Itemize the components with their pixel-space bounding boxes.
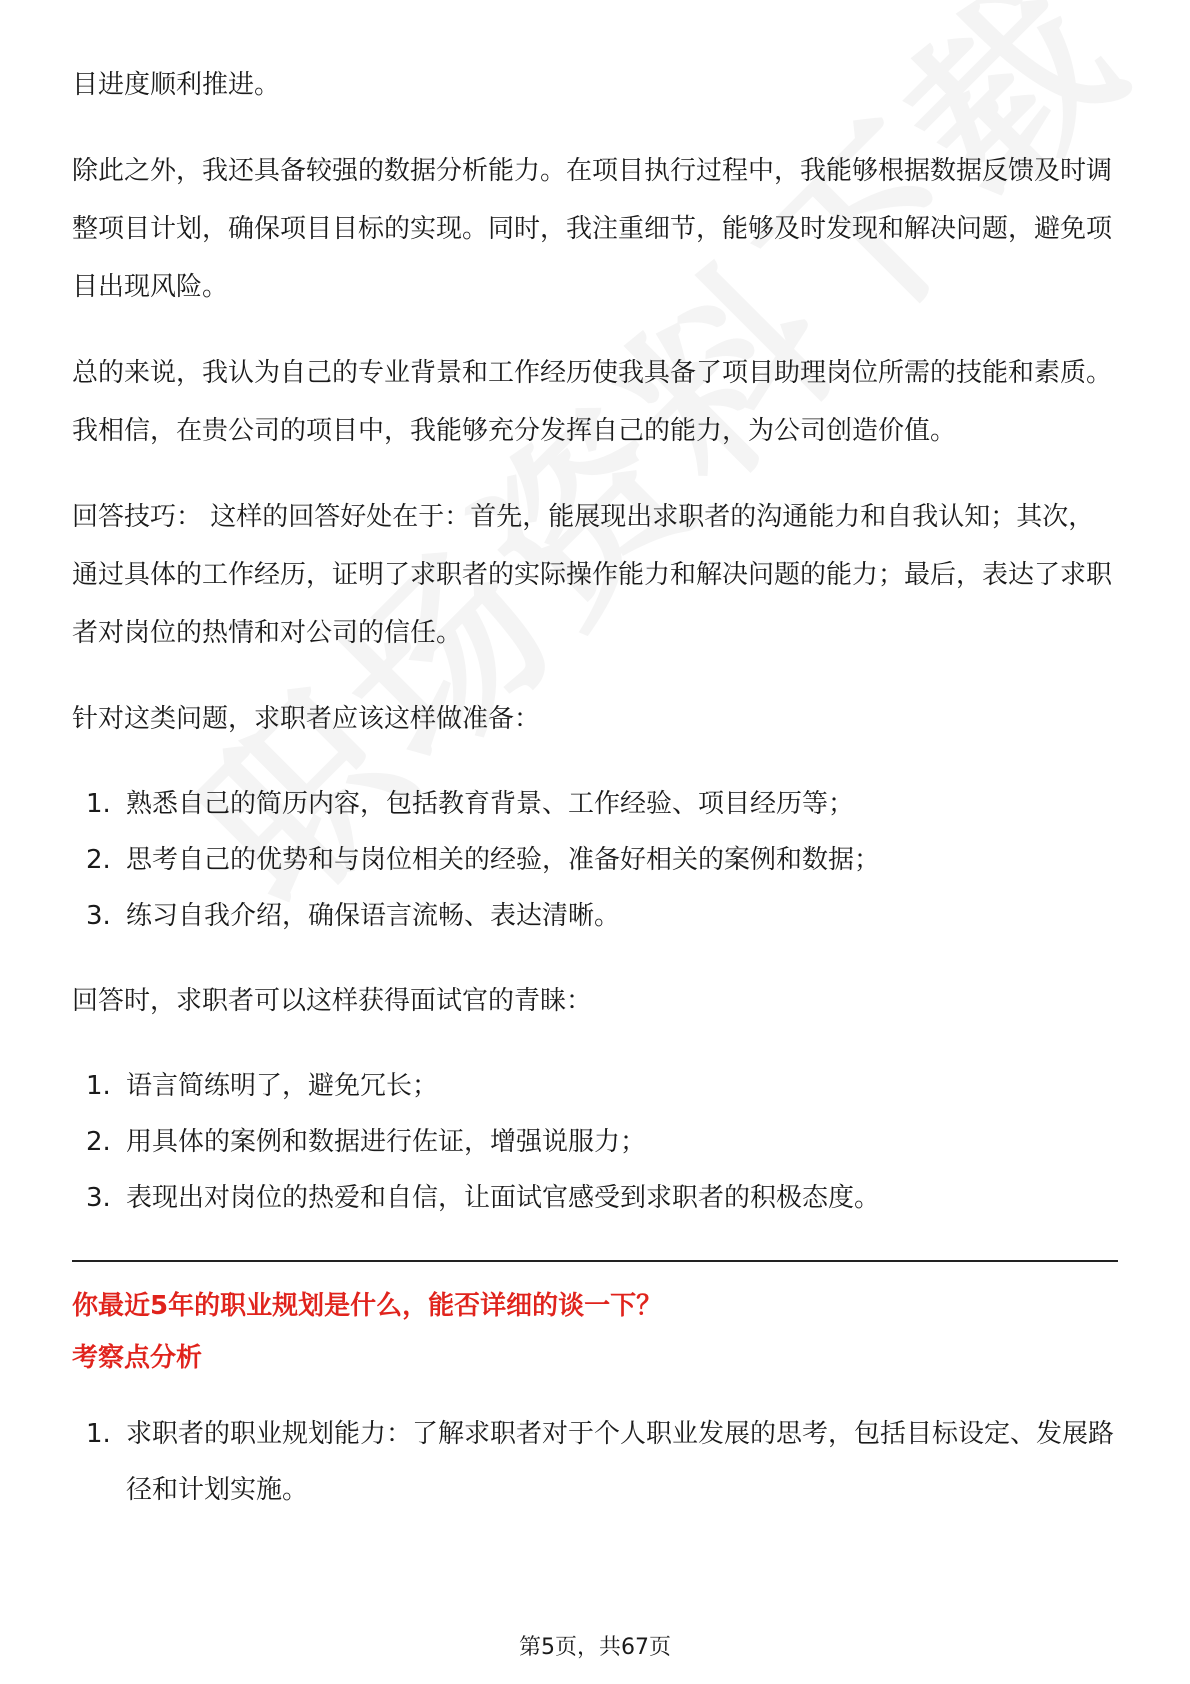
question-title: 你最近5年的职业规划是什么，能否详细的谈一下？ (72, 1291, 663, 1321)
paragraph-answer-tips: 回答技巧： 这样的回答好处在于：首先，能展现出求职者的沟通能力和自我认知；其次，通过具体的工作经历，证明了求职者的实际操作能力和解决问题的能力；最后，表达了求职者对岗位的热情和对公司的信任。 (72, 502, 1113, 648)
paragraph-data-analysis: 除此之外，我还具备较强的数据分析能力。在项目执行过程中，我能够根据数据反馈及时调整项目计划，确保项目目标的实现。同时，我注重细节，能够及时发现和解决问题，避免项目出现风险。 (72, 156, 1113, 302)
list-item: 1. 语言简练明了，避免冗长； (86, 1071, 439, 1101)
section-divider (72, 1260, 1118, 1262)
prep-list (72, 776, 1118, 944)
paragraph-continuation: 目进度顺利推进。 (72, 70, 281, 100)
list-item: 1. 熟悉自己的简历内容，包括教育背景、工作经验、项目经历等； (86, 789, 855, 819)
list-item: 3. 表现出对岗位的热爱和自信，让面试官感受到求职者的积极态度。 (86, 1183, 881, 1213)
list-item: 1. 求职者的职业规划能力：了解求职者对于个人职业发展的思考，包括目标设定、发展路径和计划实施。 (86, 1419, 1115, 1505)
paragraph-answer-intro: 回答时，求职者可以这样获得面试官的青睐： (72, 986, 593, 1016)
page-number: 第5页，共67页 (519, 1635, 671, 1660)
list-item: 2. 用具体的案例和数据进行佐证，增强说服力； (86, 1127, 647, 1157)
answer-list (72, 1058, 1118, 1226)
paragraph-prep-intro: 针对这类问题，求职者应该这样做准备： (72, 704, 541, 734)
analysis-points-list (72, 1406, 1118, 1518)
paragraph-summary: 总的来说，我认为自己的专业背景和工作经历使我具备了项目助理岗位所需的技能和素质。我相信，在贵公司的项目中，我能够充分发挥自己的能力，为公司创造价值。 (72, 358, 1113, 446)
page-content (72, 56, 1118, 1546)
analysis-heading: 考察点分析 (72, 1343, 203, 1373)
list-item: 3. 练习自我介绍，确保语言流畅、表达清晰。 (86, 901, 621, 931)
list-item: 2. 思考自己的优势和与岗位相关的经验，准备好相关的案例和数据； (86, 845, 881, 875)
